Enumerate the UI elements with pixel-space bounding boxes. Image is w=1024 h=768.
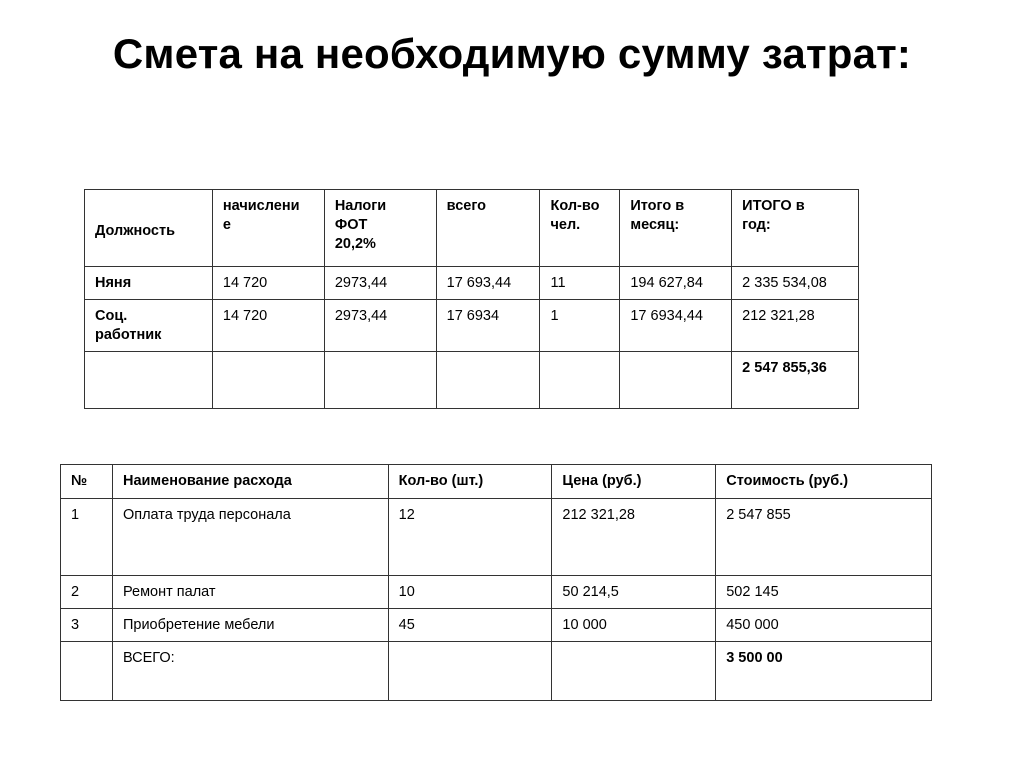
table-cell: Соц. работник	[85, 300, 213, 352]
header-cell-total: всего	[436, 190, 540, 267]
table-cell	[436, 352, 540, 409]
table-row	[61, 576, 932, 609]
table-cell	[388, 642, 552, 701]
table-cell: 12	[388, 499, 552, 576]
table-cell: Няня	[85, 267, 213, 300]
table-cell: 14 720	[212, 300, 324, 352]
total-label-cell: ВСЕГО:	[112, 642, 388, 701]
header-cell-price: Цена (руб.)	[552, 465, 716, 499]
table-cell: Оплата труда персонала	[112, 499, 388, 576]
header-cell-quantity: Кол-во (шт.)	[388, 465, 552, 499]
table-header-row	[85, 190, 859, 267]
header-cell-number: №	[61, 465, 113, 499]
table-cell: 2 335 534,08	[732, 267, 859, 300]
table-cell: 2 547 855	[716, 499, 932, 576]
page-title: Смета на необходимую сумму затрат:	[112, 30, 912, 77]
header-cell-expense-name: Наименование расхода	[112, 465, 388, 499]
header-cell-position: Должность	[85, 190, 213, 267]
table-cell: 194 627,84	[620, 267, 732, 300]
table-cell: 14 720	[212, 267, 324, 300]
table-cell	[212, 352, 324, 409]
table-header-row	[61, 465, 932, 499]
table-cell: 17 6934,44	[620, 300, 732, 352]
table-cell	[61, 642, 113, 701]
table-cell: 2973,44	[324, 300, 436, 352]
table-cell: 10 000	[552, 609, 716, 642]
table-cell: 212 321,28	[732, 300, 859, 352]
table-cell: 17 693,44	[436, 267, 540, 300]
table-cell: 502 145	[716, 576, 932, 609]
header-cell-count: Кол-во чел.	[540, 190, 620, 267]
table-cell: 1	[61, 499, 113, 576]
grand-total-cell: 3 500 00	[716, 642, 932, 701]
table-row	[61, 642, 932, 701]
table-cell: 50 214,5	[552, 576, 716, 609]
table-cell: 2	[61, 576, 113, 609]
table-row	[85, 352, 859, 409]
table-cell	[552, 642, 716, 701]
header-cell-monthly: Итого в месяц:	[620, 190, 732, 267]
header-cell-taxes: Налоги ФОТ 20,2%	[324, 190, 436, 267]
table-cell: 17 6934	[436, 300, 540, 352]
table-cell: 10	[388, 576, 552, 609]
table-cell: Ремонт палат	[112, 576, 388, 609]
table-row	[61, 609, 932, 642]
table-cell: 212 321,28	[552, 499, 716, 576]
expense-table	[60, 464, 932, 701]
table-row	[85, 267, 859, 300]
table-cell	[324, 352, 436, 409]
table-cell	[620, 352, 732, 409]
salary-table	[84, 189, 859, 409]
table-cell: 2973,44	[324, 267, 436, 300]
table-cell: 45	[388, 609, 552, 642]
header-cell-cost: Стоимость (руб.)	[716, 465, 932, 499]
table-cell: Приобретение мебели	[112, 609, 388, 642]
header-cell-accrual: начислени е	[212, 190, 324, 267]
table-cell	[540, 352, 620, 409]
grand-total-cell: 2 547 855,36	[732, 352, 859, 409]
table-row	[85, 300, 859, 352]
table-cell: 11	[540, 267, 620, 300]
header-cell-yearly: ИТОГО в год:	[732, 190, 859, 267]
table-row	[61, 499, 932, 576]
table-cell	[85, 352, 213, 409]
table-cell: 3	[61, 609, 113, 642]
table-cell: 450 000	[716, 609, 932, 642]
table-cell: 1	[540, 300, 620, 352]
